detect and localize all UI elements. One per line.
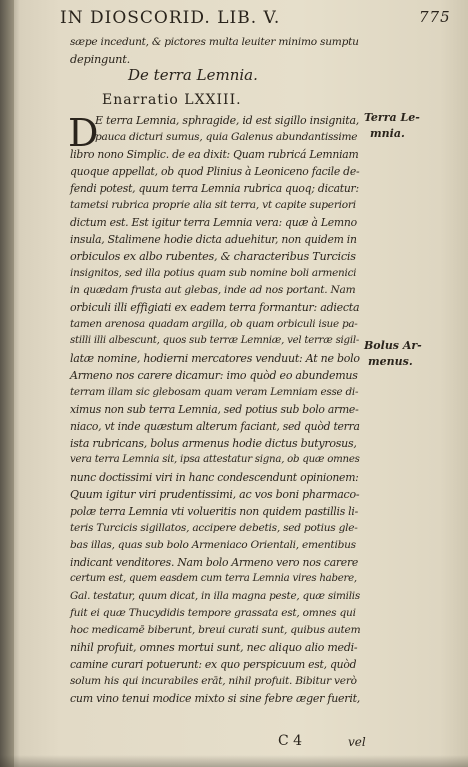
text-line: E terra Lemnia, sphragide, id est sigillo insignita,: [95, 114, 360, 127]
page-shadow: [0, 755, 468, 767]
margin-note: menus.: [368, 355, 413, 368]
page-number: 775: [419, 8, 451, 26]
margin-note: mnia.: [370, 127, 405, 140]
section-heading: De terra Lemnia.: [128, 66, 258, 84]
text-line: orbiculi illi effigiati ex eadem terra formantur: adiecta: [70, 301, 360, 314]
book-gutter: [0, 0, 14, 767]
text-line: quoque appellat, ob quod Plinius à Leoniceno facile de-: [70, 165, 360, 178]
text-line: indicant venditores. Nam bolo Armeno vero nos carere: [70, 556, 359, 569]
text-line: depingunt.: [70, 52, 130, 66]
margin-note: Bolus Ar-: [364, 339, 422, 352]
text-line: certum est, quem easdem cum terra Lemnia vires habere,: [70, 573, 357, 584]
signature-mark: C 4: [278, 733, 303, 749]
text-line: Quum igitur viri prudentissimi, ac vos boni pharmaco-: [70, 488, 360, 501]
text-line: tamen arenosa quadam argilla, ob quam orbiculi isue pa-: [70, 318, 358, 330]
running-header: [60, 6, 460, 34]
text-line: ista rubricans, bolus armenus hodie dictus butyrosus,: [70, 437, 357, 450]
text-line: fuit ei quæ Thucydidis tempore grassata est, omnes qui: [70, 607, 356, 619]
margin-note: Terra Le-: [364, 111, 420, 124]
text-line: Gal. testatur, quum dicat, in illa magna peste, quæ similis: [70, 590, 360, 602]
text-line: vera terra Lemnia sit, ipsa attestatur signa, ob quæ omnes: [70, 454, 360, 465]
text-line: latæ nomine, hodierni mercatores venduut: At ne bolo: [70, 352, 360, 365]
text-line: dictum est. Est igitur terra Lemnia vera: quæ à Lemno: [70, 216, 357, 229]
text-line: polæ terra Lemnia vti volueritis non quidem pastillis li-: [70, 505, 358, 518]
catchword: vel: [348, 735, 366, 749]
text-line: fendi potest, quum terra Lemnia rubrica quoq; dicatur:: [70, 182, 359, 195]
text-line: Armeno nos carere dicamur: imo quòd eo abundemus: [70, 369, 358, 382]
text-line: ximus non sub terra Lemnia, sed potius sub bolo arme-: [70, 403, 359, 416]
running-title: IN DIOSCORID. LIB. V.: [60, 8, 281, 28]
section-subheading: Enarratio LXXIII.: [102, 92, 242, 108]
text-line: bas illas, quas sub bolo Armeniaco Orientali, ementibus: [70, 539, 356, 551]
text-line: sæpe incedunt, & pictores multa leuiter minimo sumptu: [70, 36, 359, 48]
text-line: orbiculos ex albo rubentes, & characteribus Turcicis: [70, 250, 356, 263]
text-line: teris Turcicis sigillatos, accipere debetis, sed potius gle-: [70, 522, 358, 534]
text-line: cum vino tenui modice mixto si sine febre æger fuerit,: [70, 692, 360, 705]
text-line: tametsi rubrica proprie alia sit terra, vt capite superiori: [70, 199, 356, 211]
drop-capital: D: [68, 111, 99, 155]
text-line: terram illam sic glebosam quam veram Lemniam esse di-: [70, 386, 359, 398]
text-line: pauca dicturi sumus, quia Galenus abundantissime: [95, 131, 358, 143]
text-line: stilli illi albescunt, quos sub terræ Lemniæ, vel terræ sigil-: [70, 335, 360, 346]
text-line: nunc doctissimi viri in hanc condescendunt opinionem:: [70, 471, 359, 484]
text-line: nihil profuit, omnes mortui sunt, nec aliquo alio medi-: [70, 641, 358, 654]
text-line: libro nono Simplic. de ea dixit: Quam rubricá Lemniam: [70, 148, 359, 161]
text-line: insula, Stalimene hodie dicta aduehitur, non quidem in: [70, 233, 357, 246]
text-line: niaco, vt inde quæstum alterum faciant, sed quòd terra: [70, 420, 360, 433]
text-line: in quædam frusta aut glebas, inde ad nos portant. Nam: [70, 284, 356, 296]
text-line: solum his qui incurabiles erāt, nihil profuit. Bibitur verò: [70, 675, 357, 687]
text-line: hoc medicamē biberunt, breui curati sunt, quibus autem: [70, 624, 361, 636]
text-line: insignitos, sed illa potius quam sub nomine boli armenici: [70, 267, 357, 279]
text-line: camine curari potuerunt: ex quo perspicuum est, quòd: [70, 658, 357, 671]
